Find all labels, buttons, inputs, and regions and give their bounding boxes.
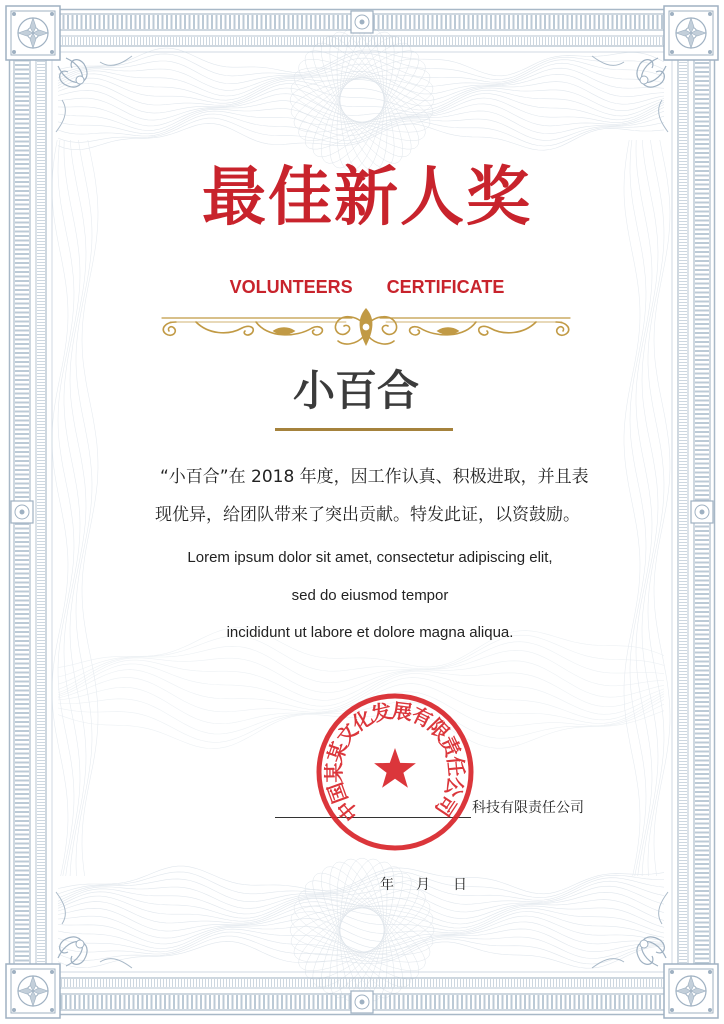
certificate-subtitle [10, 276, 724, 298]
body-cn-line-1: “小百合”在 2018 年度，因工作认真、积极进取，并且表 [160, 467, 589, 487]
subtitle-certificate: CERTIFICATE [386, 277, 505, 297]
company-seal-stamp [305, 682, 485, 862]
recipient-name: 小百合 [292, 366, 419, 415]
body-en-line-2: sed do eiusmod tempor [291, 587, 449, 604]
mid-ornament-bottom [351, 991, 373, 1013]
recipient-name-rule [275, 428, 453, 431]
date-month-label: 月 [416, 877, 430, 893]
company-name-suffix: 科技有限责任公司 [472, 800, 584, 816]
seal-star-icon [374, 748, 416, 788]
date-day-label: 日 [453, 877, 467, 893]
certificate-title: 最佳新人奖 [202, 161, 532, 235]
seal-text-path: 中国某某文化发展有限责任公司 [321, 698, 469, 827]
divider-half-left [162, 317, 366, 344]
mid-ornament-right [691, 501, 713, 523]
date-year-label: 年 [380, 877, 394, 893]
body-en-line-1: Lorem ipsum dolor sit amet, consectetur adipiscing elit, [187, 549, 553, 566]
body-en-line-3: incididunt ut labore et dolore magna aliqua. [226, 624, 514, 641]
divider-half-right [366, 317, 570, 344]
mid-ornament-top [351, 11, 373, 33]
divider-center-dot [362, 323, 370, 331]
body-cn-line-2: 现优异，给团队带来了突出贡献。特发此证，以资鼓励。 [155, 505, 580, 525]
mid-ornament-left [11, 501, 33, 523]
gold-ornament-divider [156, 304, 576, 350]
subtitle-volunteers: VOLUNTEERS [229, 277, 353, 297]
